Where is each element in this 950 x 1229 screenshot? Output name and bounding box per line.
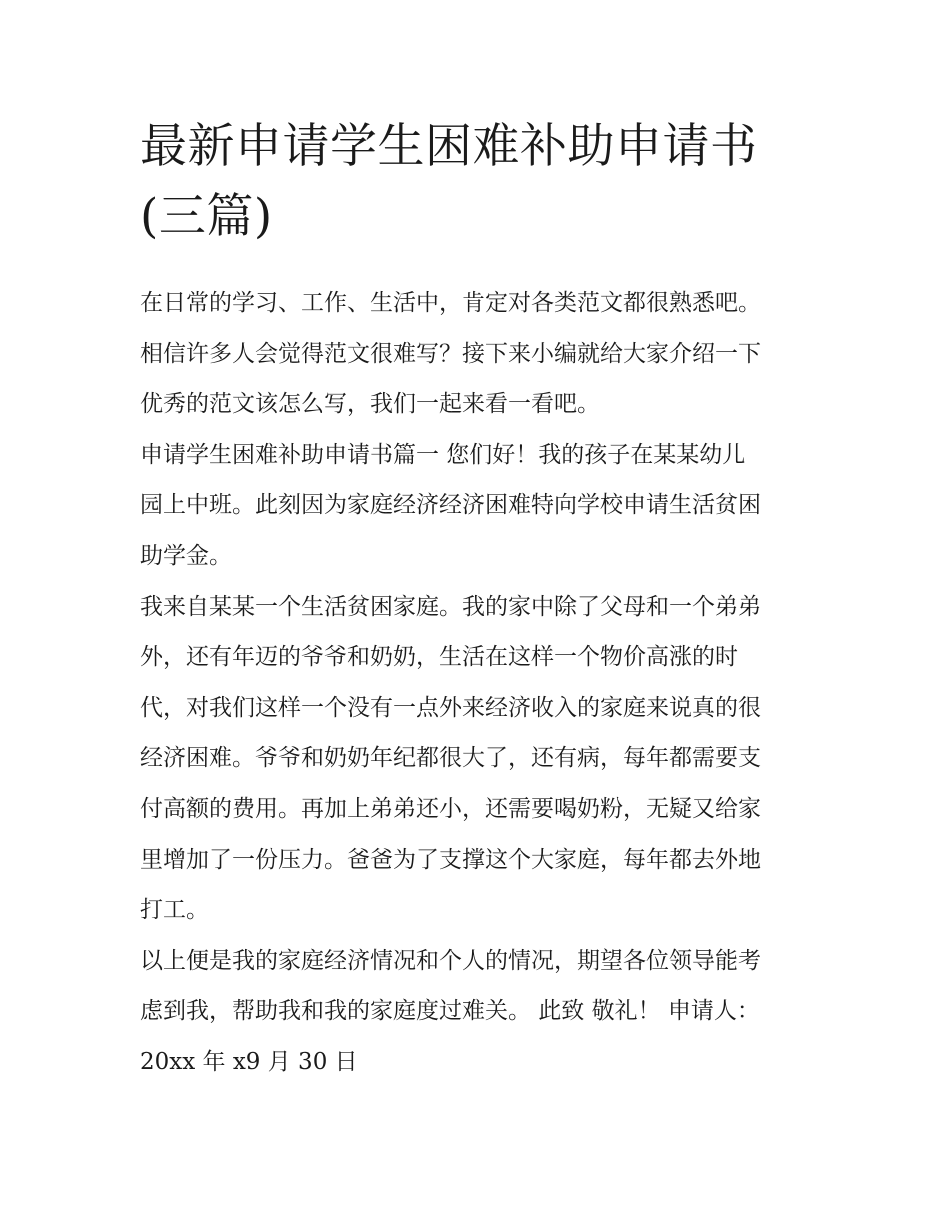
text-line: 代，对我们这样一个没有一点外来经济收入的家庭来说真的很 xyxy=(140,694,761,721)
text-line: 里增加了一份压力。爸爸为了支撑这个大家庭，每年都去外地 xyxy=(140,846,761,873)
text-line: 我来自某某一个生活贫困家庭。我的家中除了父母和一个弟弟 xyxy=(140,593,761,620)
document-content xyxy=(140,112,820,1088)
text-line: 付高额的费用。再加上弟弟还小，还需要喝奶粉，无疑又给家 xyxy=(140,795,761,822)
text-line: 打工。 xyxy=(140,897,209,924)
document-body xyxy=(140,278,820,1088)
paragraph-closing xyxy=(140,936,812,1088)
text-line: 外，还有年迈的爷爷和奶奶，生活在这样一个物价高涨的时 xyxy=(140,644,738,671)
paragraph-family-situation xyxy=(140,582,812,936)
document-title xyxy=(140,112,800,252)
text-line: 园上中班。此刻因为家庭经济经济困难特向学校申请生活贫困 xyxy=(140,492,761,519)
text-line: 在日常的学习、工作、生活中，肯定对各类范文都很熟悉吧。 xyxy=(140,290,761,316)
text-line: 相信许多人会觉得范文很难写？接下来小编就给大家介绍一下 xyxy=(140,340,761,367)
paragraph-greeting xyxy=(140,430,812,582)
text-line: 以上便是我的家庭经济情况和个人的情况，期望各位领导能考 xyxy=(140,947,761,974)
text-line: 虑到我，帮助我和我的家庭度过难关。 此致 敬礼！ 申请人： xyxy=(140,998,760,1025)
title-line-2: (三篇) xyxy=(140,189,273,244)
text-line: 助学金。 xyxy=(140,542,232,569)
text-line: 申请学生困难补助申请书篇一 您们好！我的孩子在某某幼儿 xyxy=(140,441,746,468)
title-line-1: 最新申请学生困难补助申请书 xyxy=(140,119,758,174)
text-line: 优秀的范文该怎么写，我们一起来看一看吧。 xyxy=(140,391,600,418)
paragraph-intro xyxy=(140,278,812,430)
text-line: 经济困难。爷爷和奶奶年纪都很大了，还有病，每年都需要支 xyxy=(140,745,761,772)
signature-date: 20xx 年 x9 月 30 日 xyxy=(140,1048,358,1075)
